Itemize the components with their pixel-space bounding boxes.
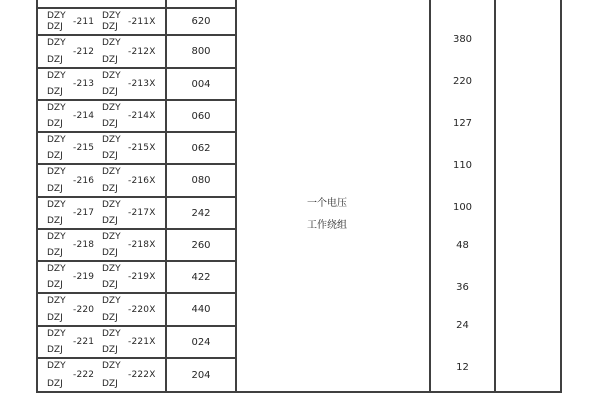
series-stack <box>47 167 72 194</box>
voltage-values-column <box>431 0 496 391</box>
series-top-label: DZY <box>47 296 66 306</box>
series-stack <box>47 11 72 32</box>
model-cell <box>38 262 167 292</box>
table-row <box>38 327 235 359</box>
code-cell: 060 <box>191 110 211 122</box>
series-stack <box>102 103 127 129</box>
series-top-label: DZY <box>102 167 121 177</box>
series-bottom-label: DZJ <box>102 151 118 161</box>
series-bottom-label: DZJ <box>47 87 63 97</box>
code-cell: 080 <box>191 175 211 186</box>
model-variant-primary <box>47 135 102 161</box>
series-bottom-label: DZJ <box>47 119 63 129</box>
model-suffix-x: -222X <box>128 370 156 380</box>
model-suffix: -215 <box>73 143 95 153</box>
series-top-label: DZY <box>47 361 66 371</box>
winding-note-line1: 一个电压 <box>307 198 347 209</box>
series-stack <box>102 361 127 389</box>
series-top-label: DZY <box>102 135 121 145</box>
model-suffix: -221 <box>73 337 95 347</box>
model-cell <box>38 69 167 99</box>
series-top-label: DZY <box>102 232 121 242</box>
series-bottom-label: DZJ <box>47 184 63 194</box>
table-row-partial-top <box>38 0 235 9</box>
series-top-label: DZY <box>47 11 66 21</box>
code-cell: 260 <box>191 239 211 251</box>
voltage-value: 100 <box>452 202 473 213</box>
model-cell <box>38 294 167 325</box>
series-top-label: DZY <box>47 135 66 145</box>
model-variant-primary <box>47 200 102 226</box>
series-bottom-label: DZJ <box>102 379 118 389</box>
series-stack <box>47 103 72 129</box>
code-cell: 024 <box>191 336 211 348</box>
code-cell <box>167 0 235 7</box>
model-cell <box>38 198 167 228</box>
table-row <box>38 101 235 133</box>
voltage-value: 12 <box>456 362 469 373</box>
series-top-label: DZY <box>102 361 121 371</box>
model-variant-x <box>102 296 156 323</box>
series-stack <box>102 264 127 290</box>
model-variant-primary <box>47 11 102 32</box>
series-stack <box>102 232 127 258</box>
series-bottom-label: DZJ <box>47 379 63 389</box>
table-row <box>38 359 235 391</box>
voltage-value: 36 <box>456 282 469 293</box>
model-variant-primary <box>47 329 102 355</box>
model-suffix: -222 <box>73 370 95 380</box>
model-suffix-x: -215X <box>128 143 156 153</box>
series-stack <box>47 361 72 389</box>
model-cell <box>38 0 167 7</box>
model-cell <box>38 133 167 163</box>
series-top-label: DZY <box>47 329 66 339</box>
series-stack <box>102 38 127 65</box>
series-stack <box>47 296 72 323</box>
series-bottom-label: DZJ <box>102 248 118 258</box>
model-variant-primary <box>47 232 102 258</box>
model-variant-x <box>102 38 156 65</box>
model-suffix-x: -217X <box>128 208 156 218</box>
model-suffix-x: -216X <box>128 175 156 186</box>
series-bottom-label: DZJ <box>102 313 118 323</box>
series-top-label: DZY <box>102 103 121 113</box>
series-stack <box>102 167 127 194</box>
series-top-label: DZY <box>102 329 121 339</box>
model-variant-x <box>102 361 156 389</box>
series-bottom-label: DZJ <box>102 55 118 65</box>
model-cell <box>38 230 167 260</box>
series-bottom-label: DZJ <box>47 280 63 290</box>
winding-note <box>237 193 417 237</box>
model-variant-primary <box>47 296 102 323</box>
model-variant-primary <box>47 103 102 129</box>
series-top-label: DZY <box>102 71 121 81</box>
series-stack <box>47 329 72 355</box>
model-variant-x <box>102 11 156 32</box>
series-top-label: DZY <box>47 232 66 242</box>
model-suffix: -219 <box>73 272 95 282</box>
series-top-label: DZY <box>47 200 66 210</box>
code-cell: 062 <box>191 142 211 154</box>
model-cell <box>38 36 167 67</box>
empty-cell-column <box>496 0 560 391</box>
table-row <box>38 69 235 101</box>
model-suffix-x: -211X <box>128 16 156 27</box>
model-cell <box>38 9 167 34</box>
model-suffix-x: -221X <box>128 337 156 347</box>
series-top-label: DZY <box>47 71 66 81</box>
model-suffix: -211 <box>73 16 95 27</box>
model-cell <box>38 165 167 196</box>
series-bottom-label: DZJ <box>102 280 118 290</box>
voltage-value: 380 <box>452 34 473 45</box>
series-stack <box>102 135 127 161</box>
model-suffix-x: -212X <box>128 46 156 57</box>
series-bottom-label: DZJ <box>47 55 63 65</box>
model-suffix-x: -213X <box>128 79 156 89</box>
code-cell: 004 <box>191 78 211 90</box>
series-stack <box>47 135 72 161</box>
model-suffix: -220 <box>73 304 95 315</box>
series-top-label: DZY <box>102 38 121 48</box>
model-suffix: -213 <box>73 79 95 89</box>
model-variant-x <box>102 264 156 290</box>
series-stack <box>102 200 127 226</box>
model-variant-primary <box>47 264 102 290</box>
code-cell: 620 <box>191 16 211 27</box>
model-variant-primary <box>47 361 102 389</box>
series-stack <box>102 71 127 97</box>
series-stack <box>47 38 72 65</box>
model-cell <box>38 359 167 391</box>
voltage-value: 110 <box>452 160 473 171</box>
series-top-label: DZY <box>102 200 121 210</box>
model-suffix-x: -214X <box>128 111 156 121</box>
model-code-grid <box>38 0 237 391</box>
model-variant-x <box>102 329 156 355</box>
model-variant-x <box>102 103 156 129</box>
series-top-label: DZY <box>47 103 66 113</box>
table-row <box>38 230 235 262</box>
voltage-value: 127 <box>452 118 473 129</box>
model-suffix: -212 <box>73 46 95 57</box>
model-suffix: -216 <box>73 175 95 186</box>
table-row <box>38 36 235 69</box>
model-variant-primary <box>47 38 102 65</box>
model-cell <box>38 327 167 357</box>
table-row <box>38 294 235 327</box>
winding-note-line2: 工作绕组 <box>307 220 347 231</box>
series-bottom-label: DZJ <box>47 313 63 323</box>
series-stack <box>47 264 72 290</box>
model-cell <box>38 101 167 131</box>
code-cell: 204 <box>191 369 211 381</box>
series-top-label: DZY <box>47 38 66 48</box>
series-bottom-label: DZJ <box>47 216 63 226</box>
voltage-value: 48 <box>456 240 469 251</box>
code-cell: 422 <box>191 271 211 283</box>
table-row <box>38 262 235 294</box>
series-bottom-label: DZJ <box>102 119 118 129</box>
model-variant-primary <box>47 71 102 97</box>
series-top-label: DZY <box>47 264 66 274</box>
series-top-label: DZY <box>102 11 121 21</box>
series-bottom-label: DZJ <box>47 248 63 258</box>
code-cell: 440 <box>191 304 211 315</box>
series-stack <box>102 329 127 355</box>
table-row <box>38 9 235 36</box>
code-cell: 242 <box>191 207 211 219</box>
table-row <box>38 165 235 198</box>
series-bottom-label: DZJ <box>47 151 63 161</box>
series-stack <box>102 296 127 323</box>
model-variant-primary <box>47 167 102 194</box>
model-variant-x <box>102 71 156 97</box>
model-suffix: -217 <box>73 208 95 218</box>
model-suffix: -218 <box>73 240 95 250</box>
series-top-label: DZY <box>47 167 66 177</box>
model-suffix: -214 <box>73 111 95 121</box>
code-cell: 800 <box>191 46 211 57</box>
voltage-value: 220 <box>452 76 473 87</box>
model-variant-x <box>102 232 156 258</box>
relay-spec-table <box>36 0 562 393</box>
series-stack <box>47 71 72 97</box>
series-top-label: DZY <box>102 264 121 274</box>
series-bottom-label: DZJ <box>102 87 118 97</box>
series-bottom-label: DZJ <box>47 22 63 32</box>
model-variant-x <box>102 167 156 194</box>
model-suffix-x: -220X <box>128 304 156 315</box>
series-stack <box>47 232 72 258</box>
series-bottom-label: DZJ <box>102 22 118 32</box>
model-variant-x <box>102 135 156 161</box>
series-bottom-label: DZJ <box>47 345 63 355</box>
series-stack <box>102 11 127 32</box>
winding-note-cell <box>237 0 431 391</box>
series-stack <box>47 200 72 226</box>
table-row <box>38 133 235 165</box>
model-variant-x <box>102 200 156 226</box>
voltage-value: 24 <box>456 320 469 331</box>
model-suffix-x: -219X <box>128 272 156 282</box>
table-row <box>38 198 235 230</box>
model-suffix-x: -218X <box>128 240 156 250</box>
series-bottom-label: DZJ <box>102 345 118 355</box>
series-bottom-label: DZJ <box>102 184 118 194</box>
series-top-label: DZY <box>102 296 121 306</box>
series-bottom-label: DZJ <box>102 216 118 226</box>
